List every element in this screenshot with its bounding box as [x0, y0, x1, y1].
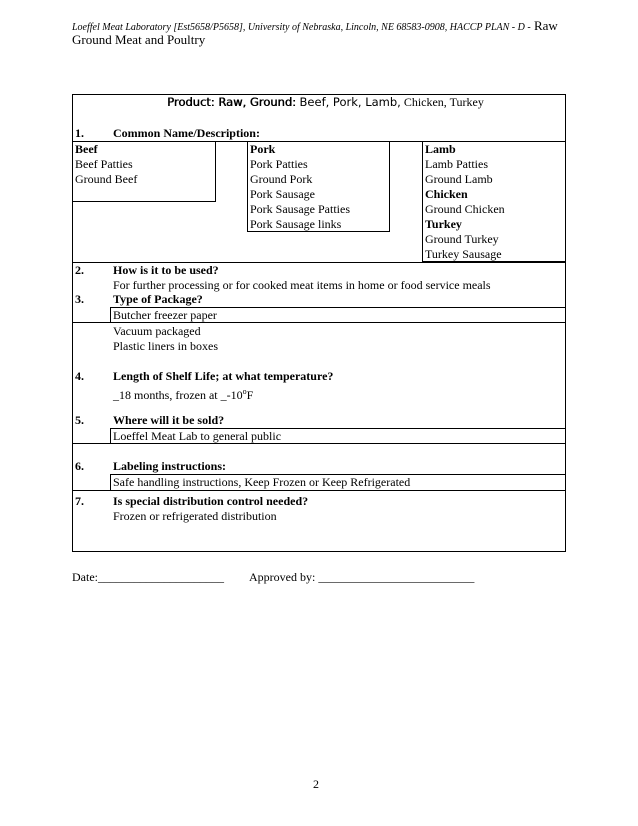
shelf-life-value: _18 months, frozen at _-10: [113, 388, 243, 402]
section5-title: Where will it be sold?: [113, 413, 225, 427]
page-number: 2: [313, 777, 319, 791]
section2-answer: For further processing or for cooked meat items in home or food service meals: [113, 278, 491, 292]
pork-heading: Pork: [250, 142, 276, 156]
section3-number: 3.: [75, 292, 84, 306]
lamb-item: Lamb Patties: [425, 157, 488, 171]
pork-item: Pork Sausage links: [250, 217, 342, 231]
section7-answer: Frozen or refrigerated distribution: [113, 509, 277, 523]
turkey-heading: Turkey: [425, 217, 462, 231]
section3-answer: Vacuum packaged: [113, 324, 201, 338]
pork-item: Pork Sausage Patties: [250, 202, 350, 216]
chicken-item: Ground Chicken: [425, 202, 505, 216]
section4-title: Length of Shelf Life; at what temperature?: [113, 369, 334, 383]
product-species-sans: Beef, Pork, Lamb,: [295, 95, 401, 109]
lamb-poultry-column: [425, 142, 505, 262]
lamb-heading: Lamb: [425, 142, 456, 156]
divider: [72, 322, 566, 323]
product-title: [167, 95, 484, 110]
chicken-heading: Chicken: [425, 187, 468, 201]
pork-item: Pork Patties: [250, 157, 308, 171]
product-label: Product: Raw, Ground:: [167, 95, 296, 109]
degree-mark: o: [242, 387, 247, 396]
section3-answer: Plastic liners in boxes: [113, 339, 218, 353]
header-raw: Raw: [530, 18, 558, 33]
temperature-unit: F: [246, 388, 254, 402]
section1-number: 1.: [75, 126, 84, 140]
divider: [110, 428, 111, 444]
section5-number: 5.: [75, 413, 84, 427]
section6-number: 6.: [75, 459, 84, 473]
beef-item: Ground Beef: [75, 172, 138, 186]
pork-item: Pork Sausage: [250, 187, 315, 201]
pork-column: [250, 142, 350, 232]
lab-citation: Loeffel Meat Laboratory [Est5658/P5658], University of Nebraska, Lincoln, NE 68583-0908, HACCP PLAN - D -: [72, 22, 531, 33]
section3-answer: Butcher freezer paper: [113, 308, 217, 322]
divider: [110, 307, 111, 323]
section1-title: Common Name/Description:: [113, 126, 260, 140]
section6-title: Labeling instructions:: [113, 459, 227, 473]
turkey-item: Turkey Sausage: [425, 247, 502, 261]
beef-heading: Beef: [75, 142, 98, 156]
section4-answer: [113, 384, 253, 403]
beef-item: Beef Patties: [75, 157, 133, 171]
pork-item: Ground Pork: [250, 172, 313, 186]
section7-title: Is special distribution control needed?: [113, 494, 309, 508]
beef-column: [75, 142, 137, 187]
product-species-serif: Chicken, Turkey: [400, 95, 484, 109]
turkey-item: Ground Turkey: [425, 232, 499, 246]
section7-number: 7.: [75, 494, 84, 508]
section6-answer: Safe handling instructions, Keep Frozen or Keep Refrigerated: [113, 475, 411, 489]
section4-number: 4.: [75, 369, 84, 383]
divider: [72, 443, 566, 444]
document-header-line2: Ground Meat and Poultry: [72, 32, 206, 47]
section2-number: 2.: [75, 263, 84, 277]
divider: [110, 474, 111, 490]
section2-title: How is it to be used?: [113, 263, 219, 277]
lamb-item: Ground Lamb: [425, 172, 493, 186]
section3-title: Type of Package?: [113, 292, 203, 306]
date-field[interactable]: Date:_____________________: [72, 570, 224, 584]
divider: [72, 490, 566, 491]
section5-answer: Loeffel Meat Lab to general public: [113, 429, 282, 443]
approved-by-field[interactable]: Approved by: __________________________: [249, 570, 475, 584]
